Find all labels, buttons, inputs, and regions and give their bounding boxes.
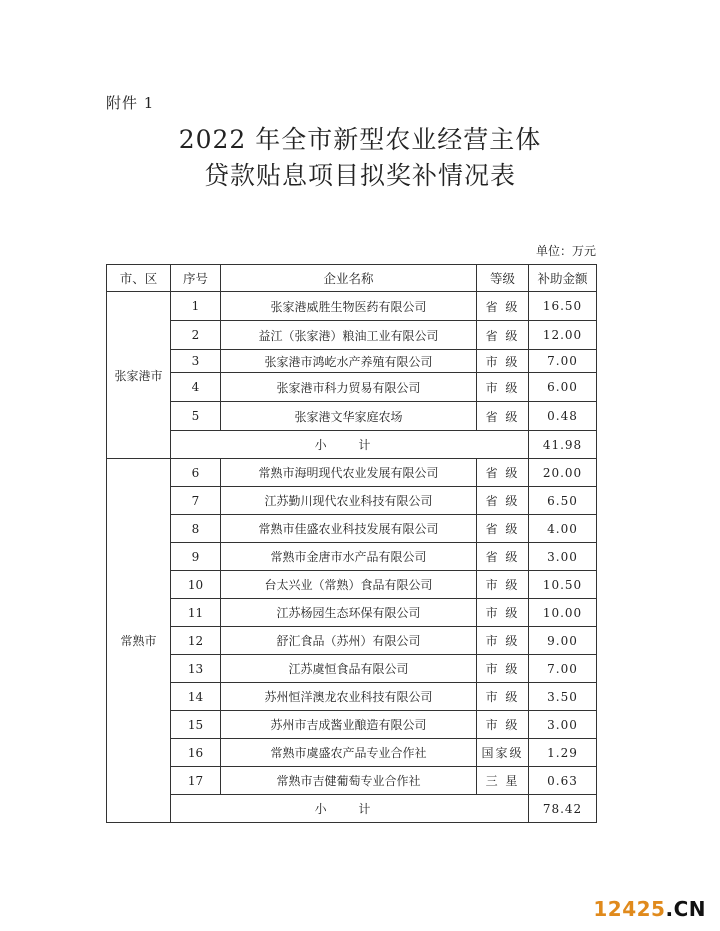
subtotal-amount: 41.98 — [529, 431, 597, 459]
watermark-tld: .CN — [665, 897, 706, 921]
company-cell: 江苏杨园生态环保有限公司 — [221, 599, 477, 627]
amount-cell: 0.63 — [529, 767, 597, 795]
company-cell: 江苏勤川现代农业科技有限公司 — [221, 487, 477, 515]
grade-cell: 省 级 — [477, 459, 529, 487]
amount-cell: 16.50 — [529, 292, 597, 321]
seq-cell: 11 — [171, 599, 221, 627]
table-header-row — [107, 265, 597, 292]
table-row — [107, 655, 597, 683]
header-grade: 等级 — [477, 265, 529, 292]
company-cell: 常熟市海明现代农业发展有限公司 — [221, 459, 477, 487]
company-cell: 常熟市金唐市水产品有限公司 — [221, 543, 477, 571]
grade-cell: 市 级 — [477, 373, 529, 402]
seq-cell: 4 — [171, 373, 221, 402]
company-cell: 苏州恒洋澳龙农业科技有限公司 — [221, 683, 477, 711]
table-row — [107, 599, 597, 627]
attachment-label: 附件 1 — [106, 94, 155, 112]
watermark-main: 12425 — [593, 897, 666, 921]
table-row — [107, 571, 597, 599]
company-cell: 舒汇食品（苏州）有限公司 — [221, 627, 477, 655]
company-cell: 张家港威胜生物医药有限公司 — [221, 292, 477, 321]
company-cell: 张家港市鸿屹水产养殖有限公司 — [221, 350, 477, 373]
grade-cell: 省 级 — [477, 292, 529, 321]
table-row — [107, 487, 597, 515]
table-row — [107, 767, 597, 795]
header-seq: 序号 — [171, 265, 221, 292]
company-cell: 江苏虞恒食品有限公司 — [221, 655, 477, 683]
company-cell: 常熟市吉健葡萄专业合作社 — [221, 767, 477, 795]
grade-cell: 市 级 — [477, 711, 529, 739]
subtotal-label: 小 计 — [171, 431, 529, 459]
grade-cell: 省 级 — [477, 515, 529, 543]
company-cell: 张家港市科力贸易有限公司 — [221, 373, 477, 402]
grade-cell: 三 星 — [477, 767, 529, 795]
table-row — [107, 321, 597, 350]
table-row — [107, 459, 597, 487]
amount-cell: 6.00 — [529, 373, 597, 402]
seq-cell: 12 — [171, 627, 221, 655]
amount-cell: 9.00 — [529, 627, 597, 655]
seq-cell: 10 — [171, 571, 221, 599]
region-cell: 常熟市 — [107, 459, 171, 823]
company-cell: 苏州市吉成酱业酿造有限公司 — [221, 711, 477, 739]
subtotal-amount: 78.42 — [529, 795, 597, 823]
table-row — [107, 739, 597, 767]
table-row — [107, 627, 597, 655]
amount-cell: 0.48 — [529, 402, 597, 431]
grade-cell: 市 级 — [477, 571, 529, 599]
region-cell: 张家港市 — [107, 292, 171, 459]
seq-cell: 9 — [171, 543, 221, 571]
seq-cell: 7 — [171, 487, 221, 515]
amount-cell: 12.00 — [529, 321, 597, 350]
table-body — [107, 292, 597, 823]
grade-cell: 市 级 — [477, 599, 529, 627]
seq-cell: 3 — [171, 350, 221, 373]
amount-cell: 3.50 — [529, 683, 597, 711]
header-amount: 补助金额 — [529, 265, 597, 292]
subtotal-row — [107, 431, 597, 459]
table-row — [107, 350, 597, 373]
amount-cell: 10.00 — [529, 599, 597, 627]
table-row — [107, 515, 597, 543]
company-cell: 台太兴业（常熟）食品有限公司 — [221, 571, 477, 599]
seq-cell: 16 — [171, 739, 221, 767]
seq-cell: 6 — [171, 459, 221, 487]
company-cell: 常熟市虞盛农产品专业合作社 — [221, 739, 477, 767]
amount-cell: 1.29 — [529, 739, 597, 767]
amount-cell: 20.00 — [529, 459, 597, 487]
amount-cell: 3.00 — [529, 543, 597, 571]
seq-cell: 2 — [171, 321, 221, 350]
grade-cell: 省 级 — [477, 543, 529, 571]
company-cell: 常熟市佳盛农业科技发展有限公司 — [221, 515, 477, 543]
grade-cell: 国家级 — [477, 739, 529, 767]
company-cell: 张家港文华家庭农场 — [221, 402, 477, 431]
page-title-line-2: 贷款贴息项目拟奖补情况表 — [203, 161, 516, 190]
table-row — [107, 543, 597, 571]
amount-cell: 6.50 — [529, 487, 597, 515]
table-row — [107, 292, 597, 321]
seq-cell: 8 — [171, 515, 221, 543]
site-watermark — [593, 897, 706, 921]
table-row — [107, 373, 597, 402]
page-title-line-1: 2022 年全市新型农业经营主体 — [178, 125, 542, 154]
header-company: 企业名称 — [221, 265, 477, 292]
grade-cell: 市 级 — [477, 350, 529, 373]
subtotal-label: 小 计 — [171, 795, 529, 823]
grade-cell: 省 级 — [477, 321, 529, 350]
unit-label: 单位：万元 — [535, 244, 596, 258]
amount-cell: 4.00 — [529, 515, 597, 543]
table-row — [107, 402, 597, 431]
table-row — [107, 711, 597, 739]
company-cell: 益江（张家港）粮油工业有限公司 — [221, 321, 477, 350]
grade-cell: 市 级 — [477, 683, 529, 711]
subsidy-table — [106, 264, 597, 823]
seq-cell: 5 — [171, 402, 221, 431]
amount-cell: 3.00 — [529, 711, 597, 739]
amount-cell: 10.50 — [529, 571, 597, 599]
seq-cell: 1 — [171, 292, 221, 321]
amount-cell: 7.00 — [529, 350, 597, 373]
grade-cell: 省 级 — [477, 402, 529, 431]
seq-cell: 15 — [171, 711, 221, 739]
grade-cell: 省 级 — [477, 487, 529, 515]
grade-cell: 市 级 — [477, 655, 529, 683]
seq-cell: 13 — [171, 655, 221, 683]
header-region: 市、区 — [107, 265, 171, 292]
amount-cell: 7.00 — [529, 655, 597, 683]
seq-cell: 14 — [171, 683, 221, 711]
seq-cell: 17 — [171, 767, 221, 795]
grade-cell: 市 级 — [477, 627, 529, 655]
table-row — [107, 683, 597, 711]
subtotal-row — [107, 795, 597, 823]
